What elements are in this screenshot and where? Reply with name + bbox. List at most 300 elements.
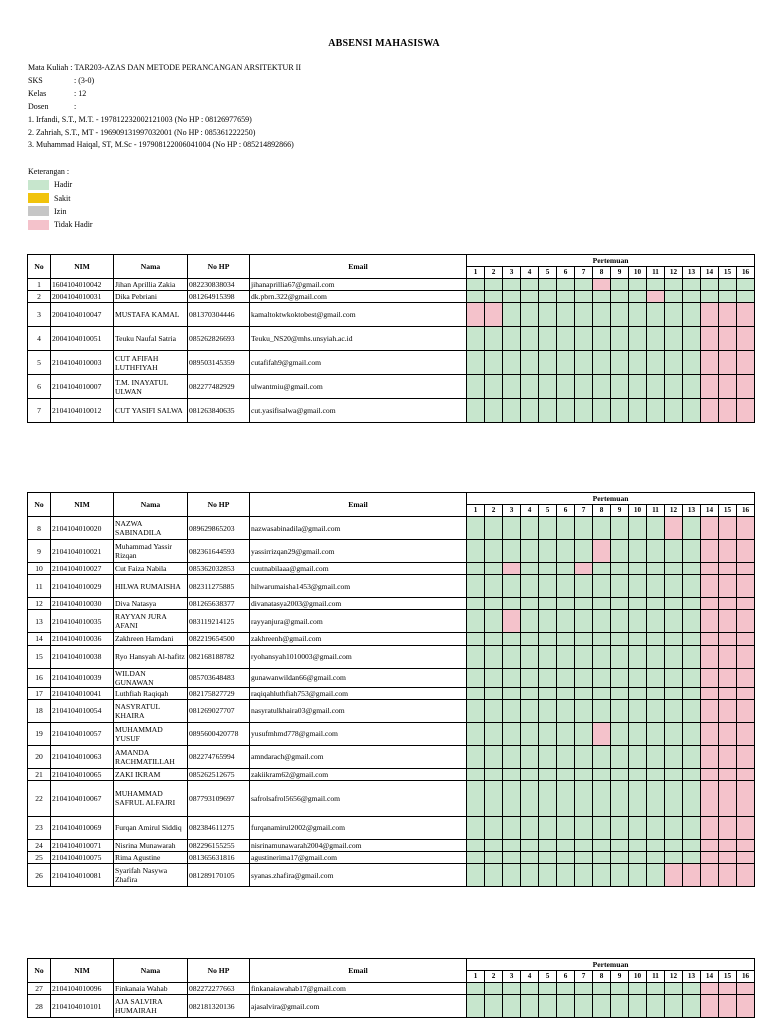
- attendance-cell: [521, 816, 539, 839]
- cell-nim: 2104104010065: [51, 768, 114, 780]
- attendance-cell: [575, 687, 593, 699]
- course-label: Mata Kuliah :: [28, 63, 73, 72]
- attendance-cell: [485, 768, 503, 780]
- attendance-cell: [467, 852, 485, 864]
- attendance-cell: [701, 279, 719, 291]
- attendance-cell: [701, 540, 719, 563]
- cell-no: 23: [28, 816, 51, 839]
- meeting-number: 7: [575, 505, 593, 517]
- attendance-cell: [467, 699, 485, 722]
- attendance-cell: [611, 399, 629, 423]
- meeting-number: 11: [647, 971, 665, 983]
- attendance-cell: [647, 575, 665, 598]
- attendance-cell: [629, 610, 647, 633]
- cell-no: 9: [28, 540, 51, 563]
- attendance-cell: [467, 327, 485, 351]
- col-header-hp: No HP: [188, 255, 250, 279]
- attendance-cell: [683, 780, 701, 816]
- meeting-number: 11: [647, 505, 665, 517]
- attendance-cell: [593, 668, 611, 687]
- attendance-cell: [737, 816, 755, 839]
- attendance-cell: [737, 722, 755, 745]
- cell-nama: Rima Agustine: [114, 852, 188, 864]
- attendance-cell: [719, 645, 737, 668]
- attendance-cell: [719, 983, 737, 995]
- attendance-cell: [539, 995, 557, 1018]
- legend-label-izin: Izin: [54, 206, 67, 216]
- meeting-number: 15: [719, 267, 737, 279]
- cell-email: cutafifah9@gmail.com: [250, 351, 467, 375]
- attendance-cell: [575, 768, 593, 780]
- attendance-cell: [647, 722, 665, 745]
- attendance-cell: [647, 327, 665, 351]
- attendance-cell: [575, 983, 593, 995]
- attendance-table-2: [27, 492, 755, 887]
- attendance-cell: [467, 668, 485, 687]
- attendance-cell: [719, 780, 737, 816]
- attendance-cell: [683, 645, 701, 668]
- attendance-cell: [521, 645, 539, 668]
- cell-nama: Teuku Naufal Satria: [114, 327, 188, 351]
- meeting-number: 1: [467, 267, 485, 279]
- table-row: [28, 839, 755, 851]
- attendance-cell: [575, 291, 593, 303]
- cell-email: rayyanjura@gmail.com: [250, 610, 467, 633]
- attendance-cell: [701, 351, 719, 375]
- attendance-cell: [557, 291, 575, 303]
- cell-nim: 2104104010021: [51, 540, 114, 563]
- cell-email: syanas.zhafira@gmail.com: [250, 864, 467, 887]
- attendance-cell: [575, 780, 593, 816]
- attendance-cell: [647, 816, 665, 839]
- table-row: [28, 303, 755, 327]
- table-row: [28, 279, 755, 291]
- attendance-cell: [719, 375, 737, 399]
- cell-no: 7: [28, 399, 51, 423]
- attendance-cell: [665, 699, 683, 722]
- attendance-cell: [701, 864, 719, 887]
- attendance-cell: [647, 633, 665, 645]
- cell-hp: 081370304446: [188, 303, 250, 327]
- attendance-cell: [575, 517, 593, 540]
- cell-email: furqanamirul2002@gmail.com: [250, 816, 467, 839]
- attendance-cell: [737, 351, 755, 375]
- attendance-cell: [647, 351, 665, 375]
- attendance-cell: [539, 780, 557, 816]
- meeting-number: 12: [665, 505, 683, 517]
- attendance-cell: [647, 540, 665, 563]
- legend-label-hadir: Hadir: [54, 180, 73, 190]
- cell-nama: Syarifah Nasywa Zhafira: [114, 864, 188, 887]
- table-row: [28, 852, 755, 864]
- cell-hp: 081264915398: [188, 291, 250, 303]
- attendance-cell: [539, 633, 557, 645]
- cell-hp: 085262512675: [188, 768, 250, 780]
- attendance-cell: [485, 699, 503, 722]
- attendance-cell: [665, 303, 683, 327]
- attendance-cell: [503, 291, 521, 303]
- attendance-cell: [737, 995, 755, 1018]
- attendance-cell: [593, 687, 611, 699]
- attendance-cell: [737, 540, 755, 563]
- attendance-cell: [629, 517, 647, 540]
- attendance-cell: [629, 563, 647, 575]
- attendance-cell: [629, 839, 647, 851]
- attendance-cell: [539, 517, 557, 540]
- table-row: [28, 995, 755, 1018]
- attendance-cell: [611, 291, 629, 303]
- cell-no: 27: [28, 983, 51, 995]
- attendance-cell: [557, 722, 575, 745]
- attendance-cell: [683, 699, 701, 722]
- cell-nim: 2104104010063: [51, 745, 114, 768]
- attendance-cell: [629, 633, 647, 645]
- cell-email: ajasalvira@gmail.com: [250, 995, 467, 1018]
- attendance-cell: [593, 645, 611, 668]
- attendance-cell: [719, 668, 737, 687]
- page-title: ABSENSI MAHASISWA: [328, 38, 440, 49]
- attendance-cell: [467, 745, 485, 768]
- cell-hp: 081263840635: [188, 399, 250, 423]
- meeting-number: 8: [593, 505, 611, 517]
- attendance-cell: [593, 327, 611, 351]
- attendance-cell: [701, 687, 719, 699]
- cell-no: 13: [28, 610, 51, 633]
- table-row: [28, 687, 755, 699]
- attendance-cell: [485, 983, 503, 995]
- attendance-table-3: [27, 958, 755, 1018]
- attendance-cell: [521, 780, 539, 816]
- attendance-cell: [629, 303, 647, 327]
- sks-label: SKS: [28, 75, 43, 85]
- col-header-nim: NIM: [51, 255, 114, 279]
- table-row: [28, 517, 755, 540]
- attendance-cell: [629, 699, 647, 722]
- header-row: [28, 959, 755, 971]
- attendance-cell: [539, 645, 557, 668]
- header-row: [28, 493, 755, 505]
- attendance-cell: [467, 722, 485, 745]
- attendance-cell: [539, 291, 557, 303]
- meeting-number: 2: [485, 971, 503, 983]
- attendance-cell: [503, 668, 521, 687]
- attendance-cell: [719, 699, 737, 722]
- cell-nama: NAZWA SABINADILA: [114, 517, 188, 540]
- attendance-cell: [593, 983, 611, 995]
- attendance-cell: [701, 291, 719, 303]
- attendance-cell: [665, 645, 683, 668]
- table-row: [28, 816, 755, 839]
- attendance-cell: [521, 768, 539, 780]
- attendance-cell: [593, 699, 611, 722]
- attendance-cell: [611, 780, 629, 816]
- attendance-cell: [575, 303, 593, 327]
- attendance-cell: [593, 722, 611, 745]
- attendance-cell: [521, 279, 539, 291]
- attendance-cell: [737, 291, 755, 303]
- meeting-number: 1: [467, 505, 485, 517]
- attendance-cell: [539, 699, 557, 722]
- lecturer-1: 1. Irfandi, S.T., M.T. - 197812232002121003 (No HP : 08126977659): [28, 114, 252, 124]
- cell-hp: 082175827729: [188, 687, 250, 699]
- meeting-number: 14: [701, 267, 719, 279]
- cell-nama: Cut Faiza Nabila: [114, 563, 188, 575]
- course-info: [28, 62, 301, 152]
- attendance-cell: [737, 745, 755, 768]
- cell-nama: Ryo Hansyah Al-hafitz: [114, 645, 188, 668]
- cell-nama: Furqan Amirul Siddiq: [114, 816, 188, 839]
- attendance-cell: [647, 610, 665, 633]
- attendance-cell: [683, 995, 701, 1018]
- attendance-cell: [647, 768, 665, 780]
- table-row: [28, 327, 755, 351]
- attendance-cell: [629, 645, 647, 668]
- attendance-cell: [557, 517, 575, 540]
- cell-nim: 2104104010020: [51, 517, 114, 540]
- col-header-nama: Nama: [114, 493, 188, 517]
- attendance-cell: [593, 351, 611, 375]
- attendance-cell: [503, 995, 521, 1018]
- attendance-cell: [737, 780, 755, 816]
- attendance-cell: [467, 291, 485, 303]
- attendance-cell: [521, 303, 539, 327]
- attendance-cell: [467, 303, 485, 327]
- attendance-cell: [629, 279, 647, 291]
- cell-no: 17: [28, 687, 51, 699]
- cell-nim: 2104104010039: [51, 668, 114, 687]
- attendance-cell: [557, 375, 575, 399]
- legend-swatch-tidak-hadir: [28, 220, 49, 230]
- attendance-cell: [503, 351, 521, 375]
- cell-nama: MUHAMMAD SAFRUL ALFAJRI: [114, 780, 188, 816]
- cell-no: 20: [28, 745, 51, 768]
- cell-no: 19: [28, 722, 51, 745]
- attendance-cell: [539, 983, 557, 995]
- legend-item-hadir: [28, 178, 93, 191]
- cell-email: nazwasabinadila@gmail.com: [250, 517, 467, 540]
- attendance-cell: [575, 722, 593, 745]
- attendance-cell: [557, 852, 575, 864]
- cell-no: 16: [28, 668, 51, 687]
- attendance-cell: [629, 864, 647, 887]
- attendance-cell: [701, 375, 719, 399]
- attendance-cell: [647, 375, 665, 399]
- attendance-cell: [539, 722, 557, 745]
- cell-email: hilwarumaisha1453@gmail.com: [250, 575, 467, 598]
- attendance-cell: [485, 279, 503, 291]
- cell-nama: WILDAN GUNAWAN: [114, 668, 188, 687]
- cell-hp: 081365631816: [188, 852, 250, 864]
- sks-value: : (3-0): [74, 75, 95, 85]
- cell-nama: CUT YASIFI SALWA: [114, 399, 188, 423]
- attendance-cell: [611, 351, 629, 375]
- cell-no: 26: [28, 864, 51, 887]
- cell-no: 14: [28, 633, 51, 645]
- col-header-nim: NIM: [51, 959, 114, 983]
- attendance-cell: [593, 768, 611, 780]
- attendance-cell: [485, 839, 503, 851]
- meeting-number: 9: [611, 505, 629, 517]
- cell-nama: HILWA RUMAISHA: [114, 575, 188, 598]
- sks-row: [28, 75, 301, 88]
- attendance-cell: [575, 633, 593, 645]
- attendance-cell: [503, 852, 521, 864]
- col-header-email: Email: [250, 493, 467, 517]
- attendance-cell: [647, 983, 665, 995]
- attendance-cell: [683, 983, 701, 995]
- attendance-cell: [521, 517, 539, 540]
- attendance-cell: [521, 375, 539, 399]
- attendance-cell: [629, 995, 647, 1018]
- attendance-cell: [593, 517, 611, 540]
- attendance-cell: [557, 864, 575, 887]
- attendance-cell: [683, 375, 701, 399]
- attendance-cell: [521, 563, 539, 575]
- cell-email: gunawanwildan66@gmail.com: [250, 668, 467, 687]
- attendance-cell: [701, 563, 719, 575]
- meeting-number: 7: [575, 971, 593, 983]
- attendance-cell: [593, 375, 611, 399]
- legend-swatch-hadir: [28, 180, 49, 190]
- attendance-cell: [539, 598, 557, 610]
- col-header-hp: No HP: [188, 959, 250, 983]
- attendance-cell: [719, 598, 737, 610]
- cell-email: amndarach@gmail.com: [250, 745, 467, 768]
- meeting-number: 16: [737, 267, 755, 279]
- cell-no: 5: [28, 351, 51, 375]
- attendance-cell: [719, 399, 737, 423]
- legend-swatch-sakit: [28, 193, 49, 203]
- cell-no: 12: [28, 598, 51, 610]
- table-row: [28, 864, 755, 887]
- attendance-cell: [647, 399, 665, 423]
- cell-hp: 089629865203: [188, 517, 250, 540]
- meeting-number: 10: [629, 505, 647, 517]
- attendance-cell: [557, 745, 575, 768]
- attendance-cell: [539, 279, 557, 291]
- attendance-cell: [467, 983, 485, 995]
- attendance-cell: [719, 722, 737, 745]
- legend-item-tidak-hadir: [28, 218, 93, 231]
- attendance-cell: [737, 852, 755, 864]
- attendance-cell: [521, 699, 539, 722]
- attendance-cell: [701, 699, 719, 722]
- attendance-cell: [575, 598, 593, 610]
- cell-nim: 2104104010029: [51, 575, 114, 598]
- attendance-cell: [503, 745, 521, 768]
- attendance-cell: [485, 517, 503, 540]
- attendance-cell: [701, 816, 719, 839]
- attendance-cell: [719, 745, 737, 768]
- meeting-number: 5: [539, 505, 557, 517]
- attendance-cell: [485, 852, 503, 864]
- attendance-cell: [485, 303, 503, 327]
- attendance-cell: [539, 563, 557, 575]
- attendance-cell: [665, 540, 683, 563]
- cell-no: 22: [28, 780, 51, 816]
- attendance-cell: [665, 768, 683, 780]
- attendance-cell: [629, 598, 647, 610]
- attendance-cell: [719, 610, 737, 633]
- table-row: [28, 351, 755, 375]
- cell-no: 28: [28, 995, 51, 1018]
- cell-nama: ZAKI IKRAM: [114, 768, 188, 780]
- attendance-cell: [557, 687, 575, 699]
- attendance-cell: [485, 668, 503, 687]
- attendance-cell: [467, 279, 485, 291]
- attendance-cell: [611, 839, 629, 851]
- attendance-cell: [737, 563, 755, 575]
- attendance-cell: [503, 517, 521, 540]
- cell-no: 10: [28, 563, 51, 575]
- attendance-cell: [611, 668, 629, 687]
- attendance-cell: [467, 399, 485, 423]
- attendance-cell: [683, 540, 701, 563]
- attendance-cell: [665, 687, 683, 699]
- col-header-email: Email: [250, 959, 467, 983]
- attendance-cell: [647, 995, 665, 1018]
- attendance-cell: [467, 598, 485, 610]
- cell-hp: 082219654500: [188, 633, 250, 645]
- attendance-cell: [611, 279, 629, 291]
- table-row: [28, 633, 755, 645]
- attendance-cell: [539, 687, 557, 699]
- attendance-cell: [467, 540, 485, 563]
- attendance-cell: [557, 563, 575, 575]
- attendance-cell: [593, 633, 611, 645]
- attendance-cell: [737, 517, 755, 540]
- meeting-number: 14: [701, 971, 719, 983]
- table-row: [28, 668, 755, 687]
- cell-nama: AJA SALVIRA HUMAIRAH: [114, 995, 188, 1018]
- cell-nim: 2104104010075: [51, 852, 114, 864]
- cell-no: 15: [28, 645, 51, 668]
- attendance-cell: [557, 540, 575, 563]
- legend-label-sakit: Sakit: [54, 193, 71, 203]
- attendance-cell: [503, 983, 521, 995]
- attendance-cell: [485, 563, 503, 575]
- attendance-cell: [521, 864, 539, 887]
- lecturer-3: 3. Muhammad Haiqal, ST, M.Sc - 197908122006041004 (No HP : 085214892866): [28, 140, 294, 150]
- attendance-cell: [665, 633, 683, 645]
- attendance-cell: [467, 687, 485, 699]
- attendance-cell: [611, 645, 629, 668]
- attendance-cell: [629, 540, 647, 563]
- cell-hp: 082272277663: [188, 983, 250, 995]
- attendance-cell: [575, 995, 593, 1018]
- cell-no: 3: [28, 303, 51, 327]
- meeting-number: 1: [467, 971, 485, 983]
- attendance-cell: [737, 375, 755, 399]
- attendance-cell: [485, 722, 503, 745]
- cell-email: zakhreenh@gmail.com: [250, 633, 467, 645]
- attendance-cell: [503, 816, 521, 839]
- meeting-number: 16: [737, 971, 755, 983]
- cell-email: yusufmhmd778@gmail.com: [250, 722, 467, 745]
- attendance-cell: [539, 852, 557, 864]
- attendance-cell: [611, 852, 629, 864]
- attendance-cell: [629, 399, 647, 423]
- col-header-pertemuan: Pertemuan: [467, 493, 755, 505]
- cell-nama: Jihan Aprillia Zakia: [114, 279, 188, 291]
- attendance-cell: [521, 575, 539, 598]
- cell-hp: 085362032853: [188, 563, 250, 575]
- attendance-cell: [575, 645, 593, 668]
- attendance-cell: [701, 852, 719, 864]
- attendance-cell: [683, 839, 701, 851]
- attendance-cell: [521, 995, 539, 1018]
- attendance-cell: [719, 291, 737, 303]
